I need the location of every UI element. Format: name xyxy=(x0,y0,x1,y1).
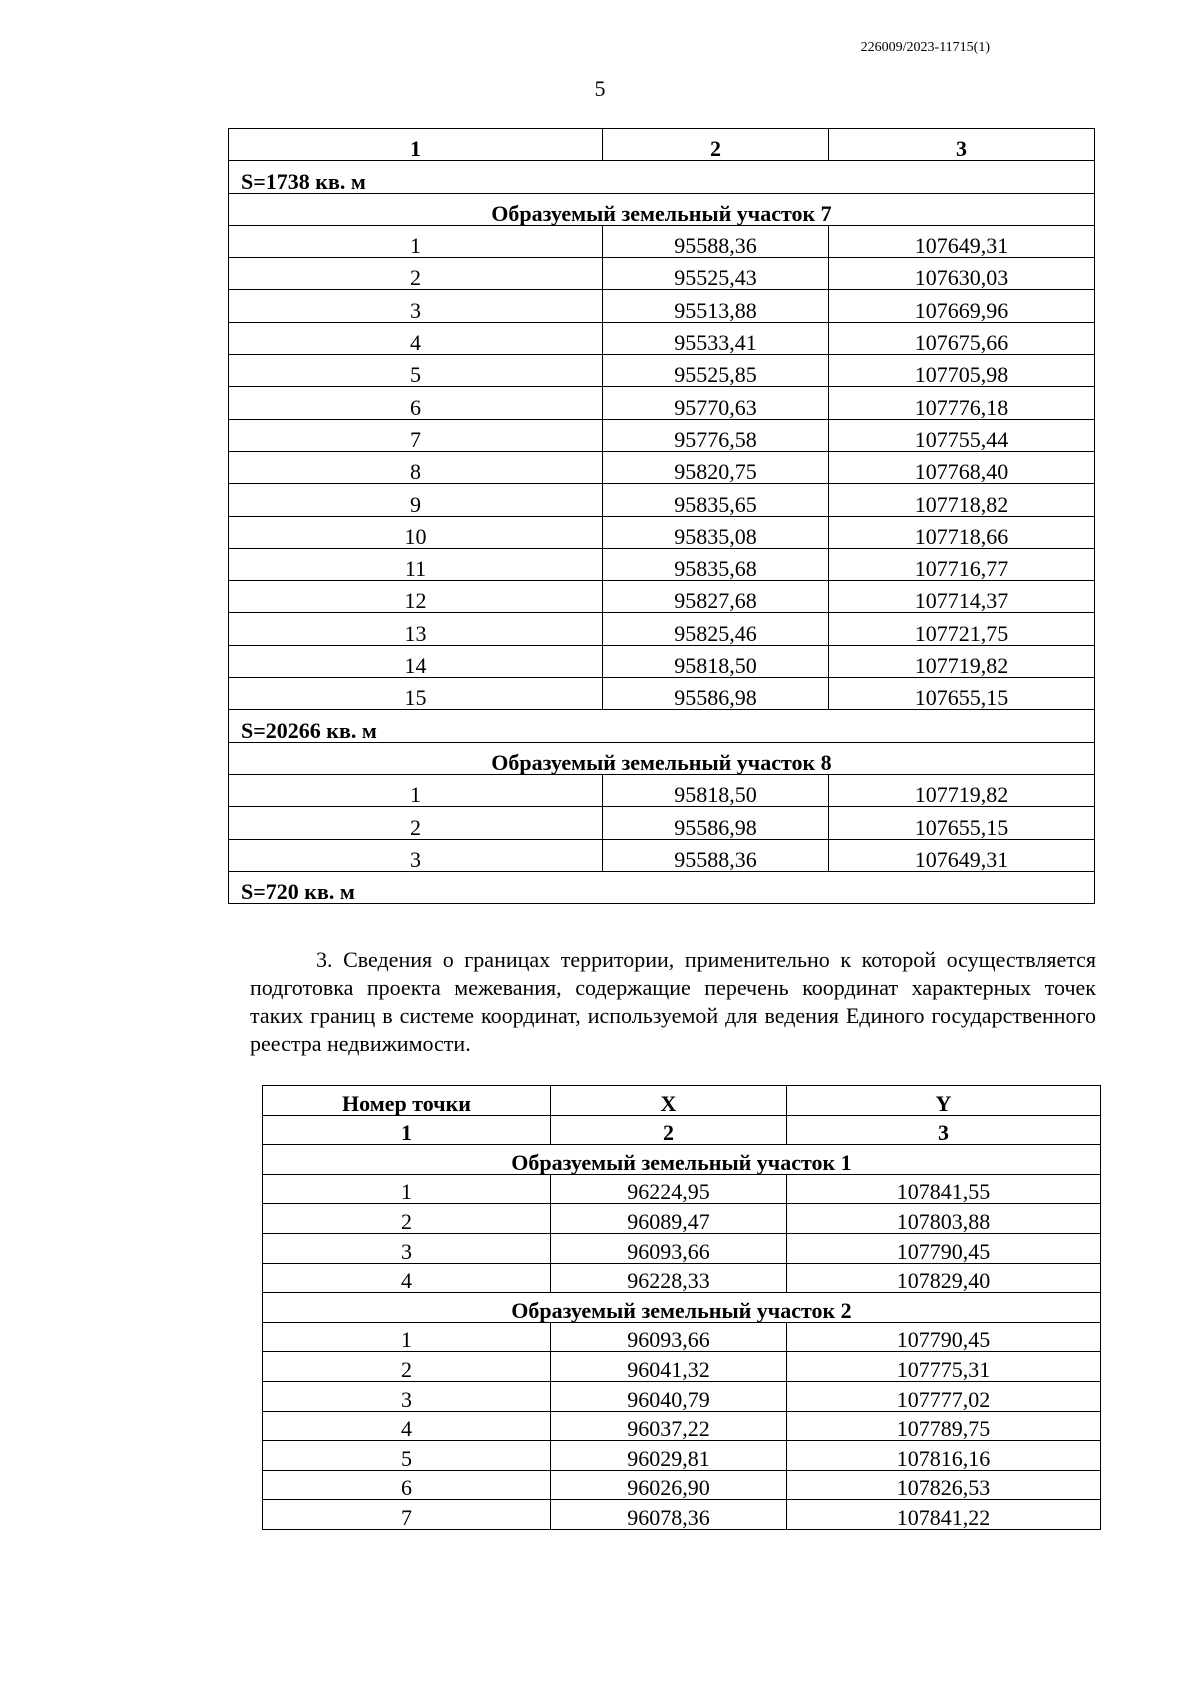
x-coordinate-cell: 95588,36 xyxy=(603,225,829,257)
y-coordinate-cell: 107649,31 xyxy=(829,839,1095,871)
parcel-title-row xyxy=(229,742,1095,774)
table-row xyxy=(263,1263,1101,1293)
x-coordinate-cell: 95835,68 xyxy=(603,548,829,580)
parcel-title: Образуемый земельный участок 2 xyxy=(263,1293,1101,1323)
area-row xyxy=(229,710,1095,742)
parcel-title: Образуемый земельный участок 8 xyxy=(229,742,1095,774)
x-coordinate-cell: 96224,95 xyxy=(551,1174,787,1204)
x-coordinate-cell: 95825,46 xyxy=(603,613,829,645)
y-coordinate-cell: 107803,88 xyxy=(787,1204,1101,1234)
area-value: S=20266 кв. м xyxy=(229,710,1095,742)
x-coordinate-cell: 95513,88 xyxy=(603,290,829,322)
area-value: S=1738 кв. м xyxy=(229,161,1095,193)
column-number: 3 xyxy=(829,129,1095,161)
y-coordinate-cell: 107721,75 xyxy=(829,613,1095,645)
x-coordinate-cell: 96037,22 xyxy=(551,1411,787,1441)
point-number-cell: 3 xyxy=(229,290,603,322)
y-coordinate-cell: 107719,82 xyxy=(829,774,1095,806)
y-coordinate-cell: 107718,66 xyxy=(829,516,1095,548)
point-number-cell: 5 xyxy=(263,1441,551,1471)
table-row xyxy=(229,516,1095,548)
table-row xyxy=(263,1204,1101,1234)
column-header-x: X xyxy=(551,1086,787,1116)
page-number: 5 xyxy=(594,76,606,101)
y-coordinate-cell: 107816,16 xyxy=(787,1441,1101,1471)
point-number-cell: 5 xyxy=(229,355,603,387)
document-number: 226009/2023-11715(1) xyxy=(860,40,990,55)
y-coordinate-cell: 107719,82 xyxy=(829,645,1095,677)
y-coordinate-cell: 107768,40 xyxy=(829,451,1095,483)
y-coordinate-cell: 107655,15 xyxy=(829,678,1095,710)
table-header-row xyxy=(229,129,1095,161)
table-row xyxy=(263,1352,1101,1382)
table-row xyxy=(229,581,1095,613)
table-number-row xyxy=(263,1115,1101,1145)
point-number-cell: 2 xyxy=(263,1352,551,1382)
x-coordinate-cell: 96026,90 xyxy=(551,1470,787,1500)
point-number-cell: 1 xyxy=(263,1322,551,1352)
x-coordinate-cell: 95820,75 xyxy=(603,451,829,483)
table-row xyxy=(229,451,1095,483)
point-number-cell: 9 xyxy=(229,484,603,516)
point-number-cell: 2 xyxy=(263,1204,551,1234)
column-header-point-number: Номер точки xyxy=(263,1086,551,1116)
y-coordinate-cell: 107716,77 xyxy=(829,548,1095,580)
table-row xyxy=(263,1233,1101,1263)
table-row xyxy=(229,258,1095,290)
table-row xyxy=(229,774,1095,806)
boundary-coordinates-table xyxy=(262,1085,1101,1530)
y-coordinate-cell: 107841,55 xyxy=(787,1174,1101,1204)
coordinates-table-parcels-7-8 xyxy=(228,128,1095,904)
table-row xyxy=(229,484,1095,516)
y-coordinate-cell: 107755,44 xyxy=(829,419,1095,451)
x-coordinate-cell: 95525,43 xyxy=(603,258,829,290)
point-number-cell: 7 xyxy=(229,419,603,451)
area-value: S=720 кв. м xyxy=(229,871,1095,903)
table-row xyxy=(229,387,1095,419)
x-coordinate-cell: 95588,36 xyxy=(603,839,829,871)
point-number-cell: 3 xyxy=(229,839,603,871)
point-number-cell: 3 xyxy=(263,1233,551,1263)
table-row xyxy=(263,1441,1101,1471)
column-number: 3 xyxy=(787,1115,1101,1145)
x-coordinate-cell: 96228,33 xyxy=(551,1263,787,1293)
y-coordinate-cell: 107829,40 xyxy=(787,1263,1101,1293)
column-number: 1 xyxy=(229,129,603,161)
y-coordinate-cell: 107714,37 xyxy=(829,581,1095,613)
table-row xyxy=(229,355,1095,387)
point-number-cell: 2 xyxy=(229,807,603,839)
parcel-title-row xyxy=(263,1145,1101,1175)
parcel-title: Образуемый земельный участок 1 xyxy=(263,1145,1101,1175)
x-coordinate-cell: 95818,50 xyxy=(603,774,829,806)
point-number-cell: 4 xyxy=(263,1411,551,1441)
table-row xyxy=(229,322,1095,354)
x-coordinate-cell: 95586,98 xyxy=(603,678,829,710)
y-coordinate-cell: 107649,31 xyxy=(829,225,1095,257)
area-row xyxy=(229,161,1095,193)
table-row xyxy=(229,419,1095,451)
section-3-text: 3. Сведения о границах территории, применительно к которой осуществляется подготовка проекта межевания, содержащие перечень координат характерных точек таких границ в системе координат, используемой для ведения Единого государственного реестра недвижимости. xyxy=(250,947,1096,1056)
x-coordinate-cell: 95533,41 xyxy=(603,322,829,354)
x-coordinate-cell: 96093,66 xyxy=(551,1322,787,1352)
x-coordinate-cell: 96029,81 xyxy=(551,1441,787,1471)
y-coordinate-cell: 107826,53 xyxy=(787,1470,1101,1500)
point-number-cell: 10 xyxy=(229,516,603,548)
y-coordinate-cell: 107669,96 xyxy=(829,290,1095,322)
parcel-title-row xyxy=(229,193,1095,225)
x-coordinate-cell: 95770,63 xyxy=(603,387,829,419)
column-number: 1 xyxy=(263,1115,551,1145)
table-row xyxy=(229,678,1095,710)
x-coordinate-cell: 96078,36 xyxy=(551,1500,787,1530)
table-row xyxy=(263,1470,1101,1500)
point-number-cell: 6 xyxy=(229,387,603,419)
y-coordinate-cell: 107789,75 xyxy=(787,1411,1101,1441)
point-number-cell: 12 xyxy=(229,581,603,613)
column-header-y: Y xyxy=(787,1086,1101,1116)
x-coordinate-cell: 96040,79 xyxy=(551,1381,787,1411)
parcel-title-row xyxy=(263,1293,1101,1323)
point-number-cell: 4 xyxy=(229,322,603,354)
x-coordinate-cell: 95818,50 xyxy=(603,645,829,677)
x-coordinate-cell: 96089,47 xyxy=(551,1204,787,1234)
point-number-cell: 4 xyxy=(263,1263,551,1293)
y-coordinate-cell: 107777,02 xyxy=(787,1381,1101,1411)
y-coordinate-cell: 107655,15 xyxy=(829,807,1095,839)
table-row xyxy=(229,613,1095,645)
point-number-cell: 8 xyxy=(229,451,603,483)
point-number-cell: 11 xyxy=(229,548,603,580)
x-coordinate-cell: 95835,65 xyxy=(603,484,829,516)
y-coordinate-cell: 107675,66 xyxy=(829,322,1095,354)
table-row xyxy=(229,548,1095,580)
table-row xyxy=(229,290,1095,322)
parcel-title: Образуемый земельный участок 7 xyxy=(229,193,1095,225)
x-coordinate-cell: 95525,85 xyxy=(603,355,829,387)
y-coordinate-cell: 107705,98 xyxy=(829,355,1095,387)
y-coordinate-cell: 107718,82 xyxy=(829,484,1095,516)
section-3-paragraph xyxy=(250,946,1096,1058)
x-coordinate-cell: 95586,98 xyxy=(603,807,829,839)
point-number-cell: 1 xyxy=(229,225,603,257)
point-number-cell: 1 xyxy=(229,774,603,806)
x-coordinate-cell: 96093,66 xyxy=(551,1233,787,1263)
y-coordinate-cell: 107790,45 xyxy=(787,1233,1101,1263)
point-number-cell: 14 xyxy=(229,645,603,677)
table-row xyxy=(263,1381,1101,1411)
point-number-cell: 6 xyxy=(263,1470,551,1500)
table-row xyxy=(263,1322,1101,1352)
column-number: 2 xyxy=(603,129,829,161)
y-coordinate-cell: 107841,22 xyxy=(787,1500,1101,1530)
y-coordinate-cell: 107775,31 xyxy=(787,1352,1101,1382)
table-row xyxy=(229,645,1095,677)
table-row xyxy=(263,1174,1101,1204)
area-row xyxy=(229,871,1095,903)
y-coordinate-cell: 107776,18 xyxy=(829,387,1095,419)
point-number-cell: 1 xyxy=(263,1174,551,1204)
point-number-cell: 15 xyxy=(229,678,603,710)
table-row xyxy=(263,1500,1101,1530)
point-number-cell: 7 xyxy=(263,1500,551,1530)
x-coordinate-cell: 95827,68 xyxy=(603,581,829,613)
y-coordinate-cell: 107790,45 xyxy=(787,1322,1101,1352)
table-header-row xyxy=(263,1086,1101,1116)
table-row xyxy=(263,1411,1101,1441)
point-number-cell: 2 xyxy=(229,258,603,290)
point-number-cell: 3 xyxy=(263,1381,551,1411)
point-number-cell: 13 xyxy=(229,613,603,645)
table-row xyxy=(229,807,1095,839)
x-coordinate-cell: 96041,32 xyxy=(551,1352,787,1382)
table-row xyxy=(229,839,1095,871)
y-coordinate-cell: 107630,03 xyxy=(829,258,1095,290)
table-row xyxy=(229,225,1095,257)
x-coordinate-cell: 95776,58 xyxy=(603,419,829,451)
x-coordinate-cell: 95835,08 xyxy=(603,516,829,548)
column-number: 2 xyxy=(551,1115,787,1145)
